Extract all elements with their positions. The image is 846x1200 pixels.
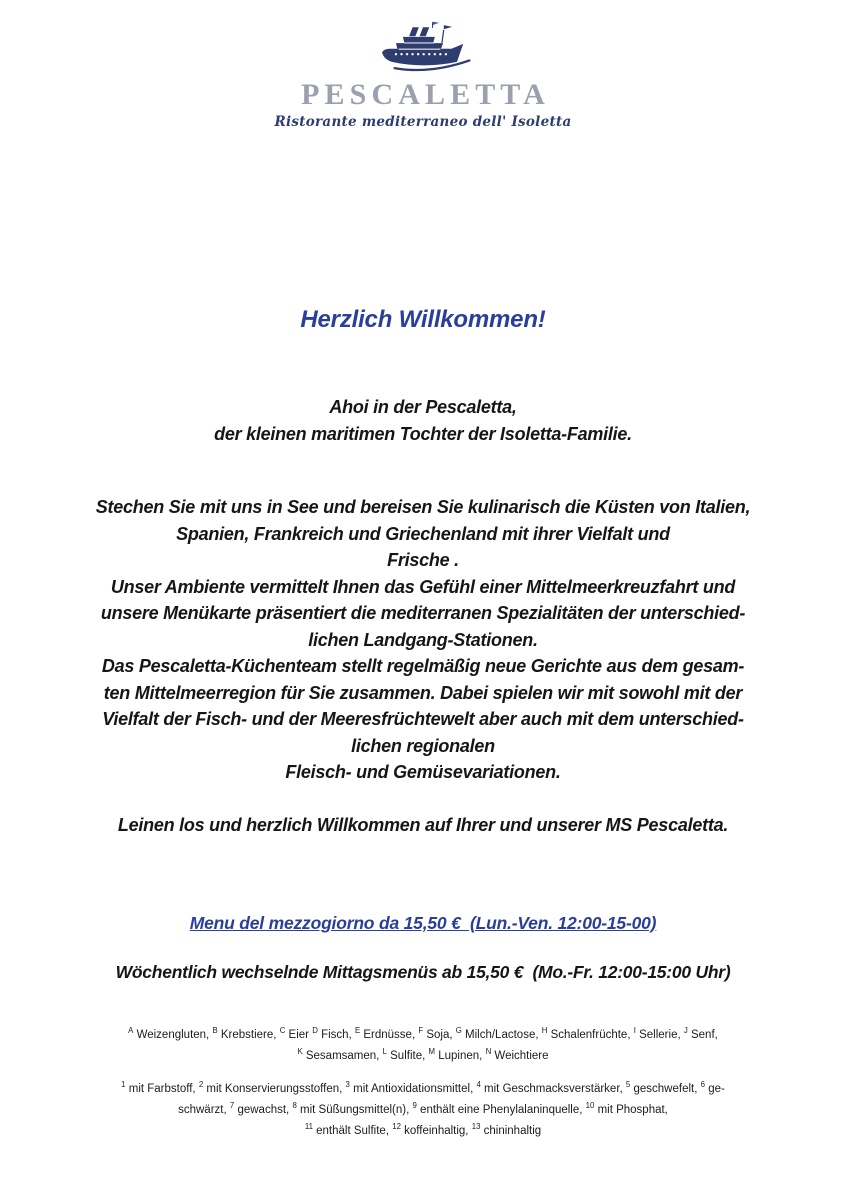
intro-text xyxy=(0,394,846,448)
lunch-menu-row xyxy=(0,913,846,934)
lunch-menu-link[interactable]: Menu del mezzogiorno da 15,50 € (Lun.-Ven. 12:00-15-00) xyxy=(189,912,657,933)
text-line: Vielfalt der Fisch- und der Meeresfrüchtewelt aber auch mit dem unterschied- xyxy=(102,709,744,729)
text-line: lichen Landgang-Stationen. xyxy=(308,629,538,650)
welcome-heading: Herzlich Willkommen! xyxy=(300,306,546,333)
text-line: unsere Menükarte präsentiert die mediterranen Spezialitäten der unterschied- xyxy=(100,603,746,623)
text-line: Stechen Sie mit uns in See und bereisen Sie kulinarisch die Küsten von Italien, xyxy=(95,497,751,517)
lunch-menu-note: Wöchentlich wechselnde Mittagsmenüs ab 15,50 € (Mo.-Fr. 12:00-15:00 Uhr) xyxy=(115,961,731,982)
additives-legend xyxy=(63,1079,783,1142)
legend-line: $^A$ Weizengluten, $^B$ Krebstiere, $^C$ Eier $^D$ Fisch, $^E$ Erdnüsse, $^F$ Soja, $^G$ Milch/Lactose, $^H$ Schalenfrüchte, $^I$ Sellerie, $^J$ Senf, xyxy=(128,1025,718,1041)
legend-line: $^{11}$ enthält Sulfite, $^{12}$ koffeinhaltig, $^{13}$ chininhaltig xyxy=(304,1121,542,1137)
text-line: Frische . xyxy=(387,550,459,570)
text-line: lichen regionalen xyxy=(351,735,495,756)
brand-tagline: Ristorante mediterraneo dell' Isoletta xyxy=(274,114,572,130)
restaurant-logo xyxy=(0,0,846,130)
legend-line: schwärzt, $^7$ gewachst, $^8$ mit Süßungsmittel(n), $^9$ enthält eine Phenylalaninquelle, $^{10}$ mit Phosphat, xyxy=(178,1100,668,1116)
text-line: Spanien, Frankreich und Griechenland mit ihrer Vielfalt und xyxy=(176,523,670,544)
brand-name: PESCALETTA xyxy=(301,78,550,111)
allergen-legend xyxy=(63,1025,783,1067)
text-line: Unser Ambiente vermittelt Ihnen das Gefühl einer Mittelmeerkreuzfahrt und xyxy=(110,576,736,597)
legend-line: $^K$ Sesamsamen, $^L$ Sulfite, $^M$ Lupinen, $^N$ Weichtiere xyxy=(297,1046,549,1062)
text-line: Ahoi in der Pescaletta, xyxy=(329,397,517,417)
body-text xyxy=(73,494,773,786)
cruise-ship-icon xyxy=(0,20,846,76)
text-line: ten Mittelmeerregion für Sie zusammen. Dabei spielen wir mit sowohl mit der xyxy=(103,682,743,703)
text-line: Fleisch- und Gemüsevariationen. xyxy=(285,762,561,782)
closing-line: Leinen los und herzlich Willkommen auf Ihrer und unserer MS Pescaletta. xyxy=(117,814,729,835)
text-line: Das Pescaletta-Küchenteam stellt regelmäßig neue Gerichte aus dem gesam- xyxy=(101,656,745,676)
legend-line: $^1$ mit Farbstoff, $^2$ mit Konservierungsstoffen, $^3$ mit Antioxidationsmittel, $^4$ mit Geschmacksverstärker, $^5$ geschwefelt, $^6$ ge- xyxy=(121,1079,725,1095)
text-line: der kleinen maritimen Tochter der Isoletta-Familie. xyxy=(214,424,632,444)
